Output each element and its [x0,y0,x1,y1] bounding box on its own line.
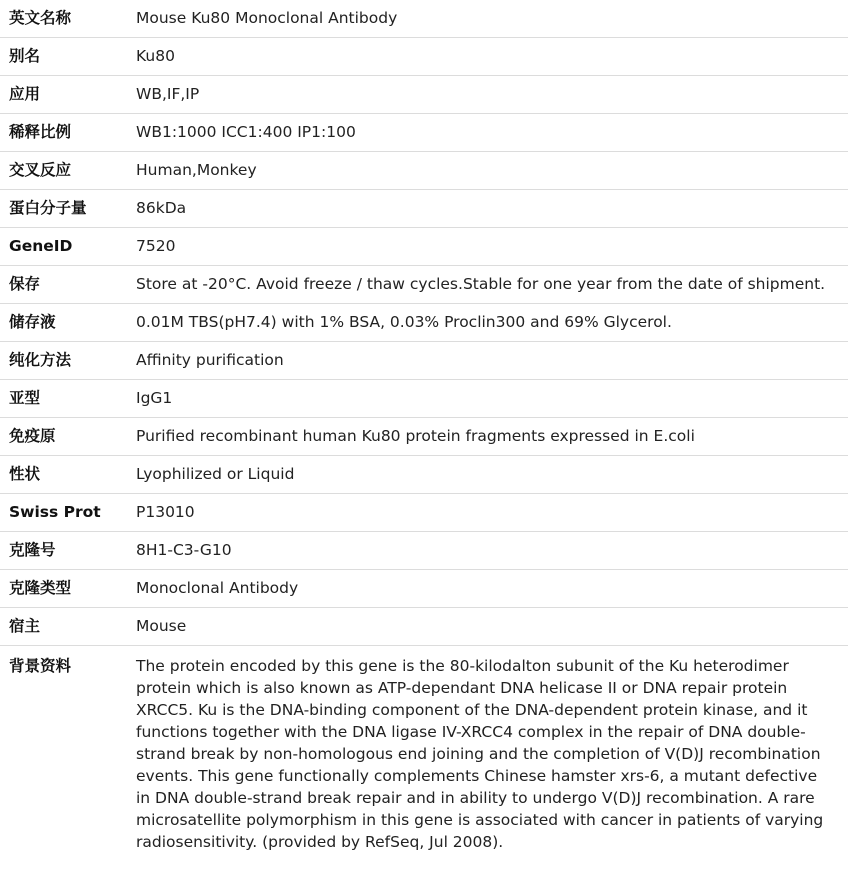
row-value: Ku80 [136,38,848,76]
row-label: 亚型 [0,380,136,418]
table-row [0,38,848,76]
row-label: 稀释比例 [0,114,136,152]
row-label: 纯化方法 [0,342,136,380]
table-row [0,380,848,418]
row-label: 保存 [0,266,136,304]
row-value: Purified recombinant human Ku80 protein fragments expressed in E.coli [136,418,848,456]
table-row [0,190,848,228]
row-label: 蛋白分子量 [0,190,136,228]
row-label: 克隆号 [0,532,136,570]
row-label: 储存液 [0,304,136,342]
row-label: Swiss Prot [0,494,136,532]
row-label: 克隆类型 [0,570,136,608]
table-row [0,266,848,304]
row-value: WB1:1000 ICC1:400 IP1:100 [136,114,848,152]
row-label: 背景资料 [9,657,72,675]
background-text: The protein encoded by this gene is the 80-kilodalton subunit of the Ku heterodimer protein which is also known as ATP-dependant DNA helicase II or DNA repair protein XRCC5. Ku is the DNA-binding component of the DNA-dependent protein kinase, and it functions together with the DNA ligase IV-XRCC4 complex in the repair of DNA double-strand break by non-homologous end joining and the completion of V(D)J recombination events. This gene functionally complements Chinese hamster xrs-6, a mutant defective in DNA double-strand break repair and in ability to undergo V(D)J recombination. A rare microsatellite polymorphism in this gene is associated with cancer in patients of varying radiosensitivity. (provided by RefSeq, Jul 2008). [136,657,824,851]
row-label: 别名 [0,38,136,76]
table-row [0,0,848,38]
row-value: Lyophilized or Liquid [136,456,848,494]
table-row [0,152,848,190]
row-value: Affinity purification [136,342,848,380]
table-row [0,304,848,342]
table-row [0,608,848,646]
row-value: Human,Monkey [136,152,848,190]
table-row [0,76,848,114]
row-label: 性状 [0,456,136,494]
table-row [0,228,848,266]
table-row [0,494,848,532]
row-value: Mouse Ku80 Monoclonal Antibody [136,0,848,38]
row-label: 免疫原 [0,418,136,456]
table-row [0,418,848,456]
row-label: 应用 [0,76,136,114]
table-row [0,114,848,152]
table-row [0,342,848,380]
table-row [0,570,848,608]
row-label: GeneID [0,228,136,266]
row-label: 英文名称 [0,0,136,38]
row-value: WB,IF,IP [136,76,848,114]
row-value: 8H1-C3-G10 [136,532,848,570]
row-value: 86kDa [136,190,848,228]
row-value: 7520 [136,228,848,266]
row-value: IgG1 [136,380,848,418]
table-row-background [0,646,848,863]
table-row [0,456,848,494]
row-value: Mouse [136,608,848,646]
row-label: 交叉反应 [0,152,136,190]
row-value: Monoclonal Antibody [136,570,848,608]
row-value: Store at -20°C. Avoid freeze / thaw cycles.Stable for one year from the date of shipment. [136,266,848,304]
table-row [0,532,848,570]
row-value: 0.01M TBS(pH7.4) with 1% BSA, 0.03% Proclin300 and 69% Glycerol. [136,304,848,342]
row-label: 宿主 [0,608,136,646]
row-value: P13010 [136,494,848,532]
